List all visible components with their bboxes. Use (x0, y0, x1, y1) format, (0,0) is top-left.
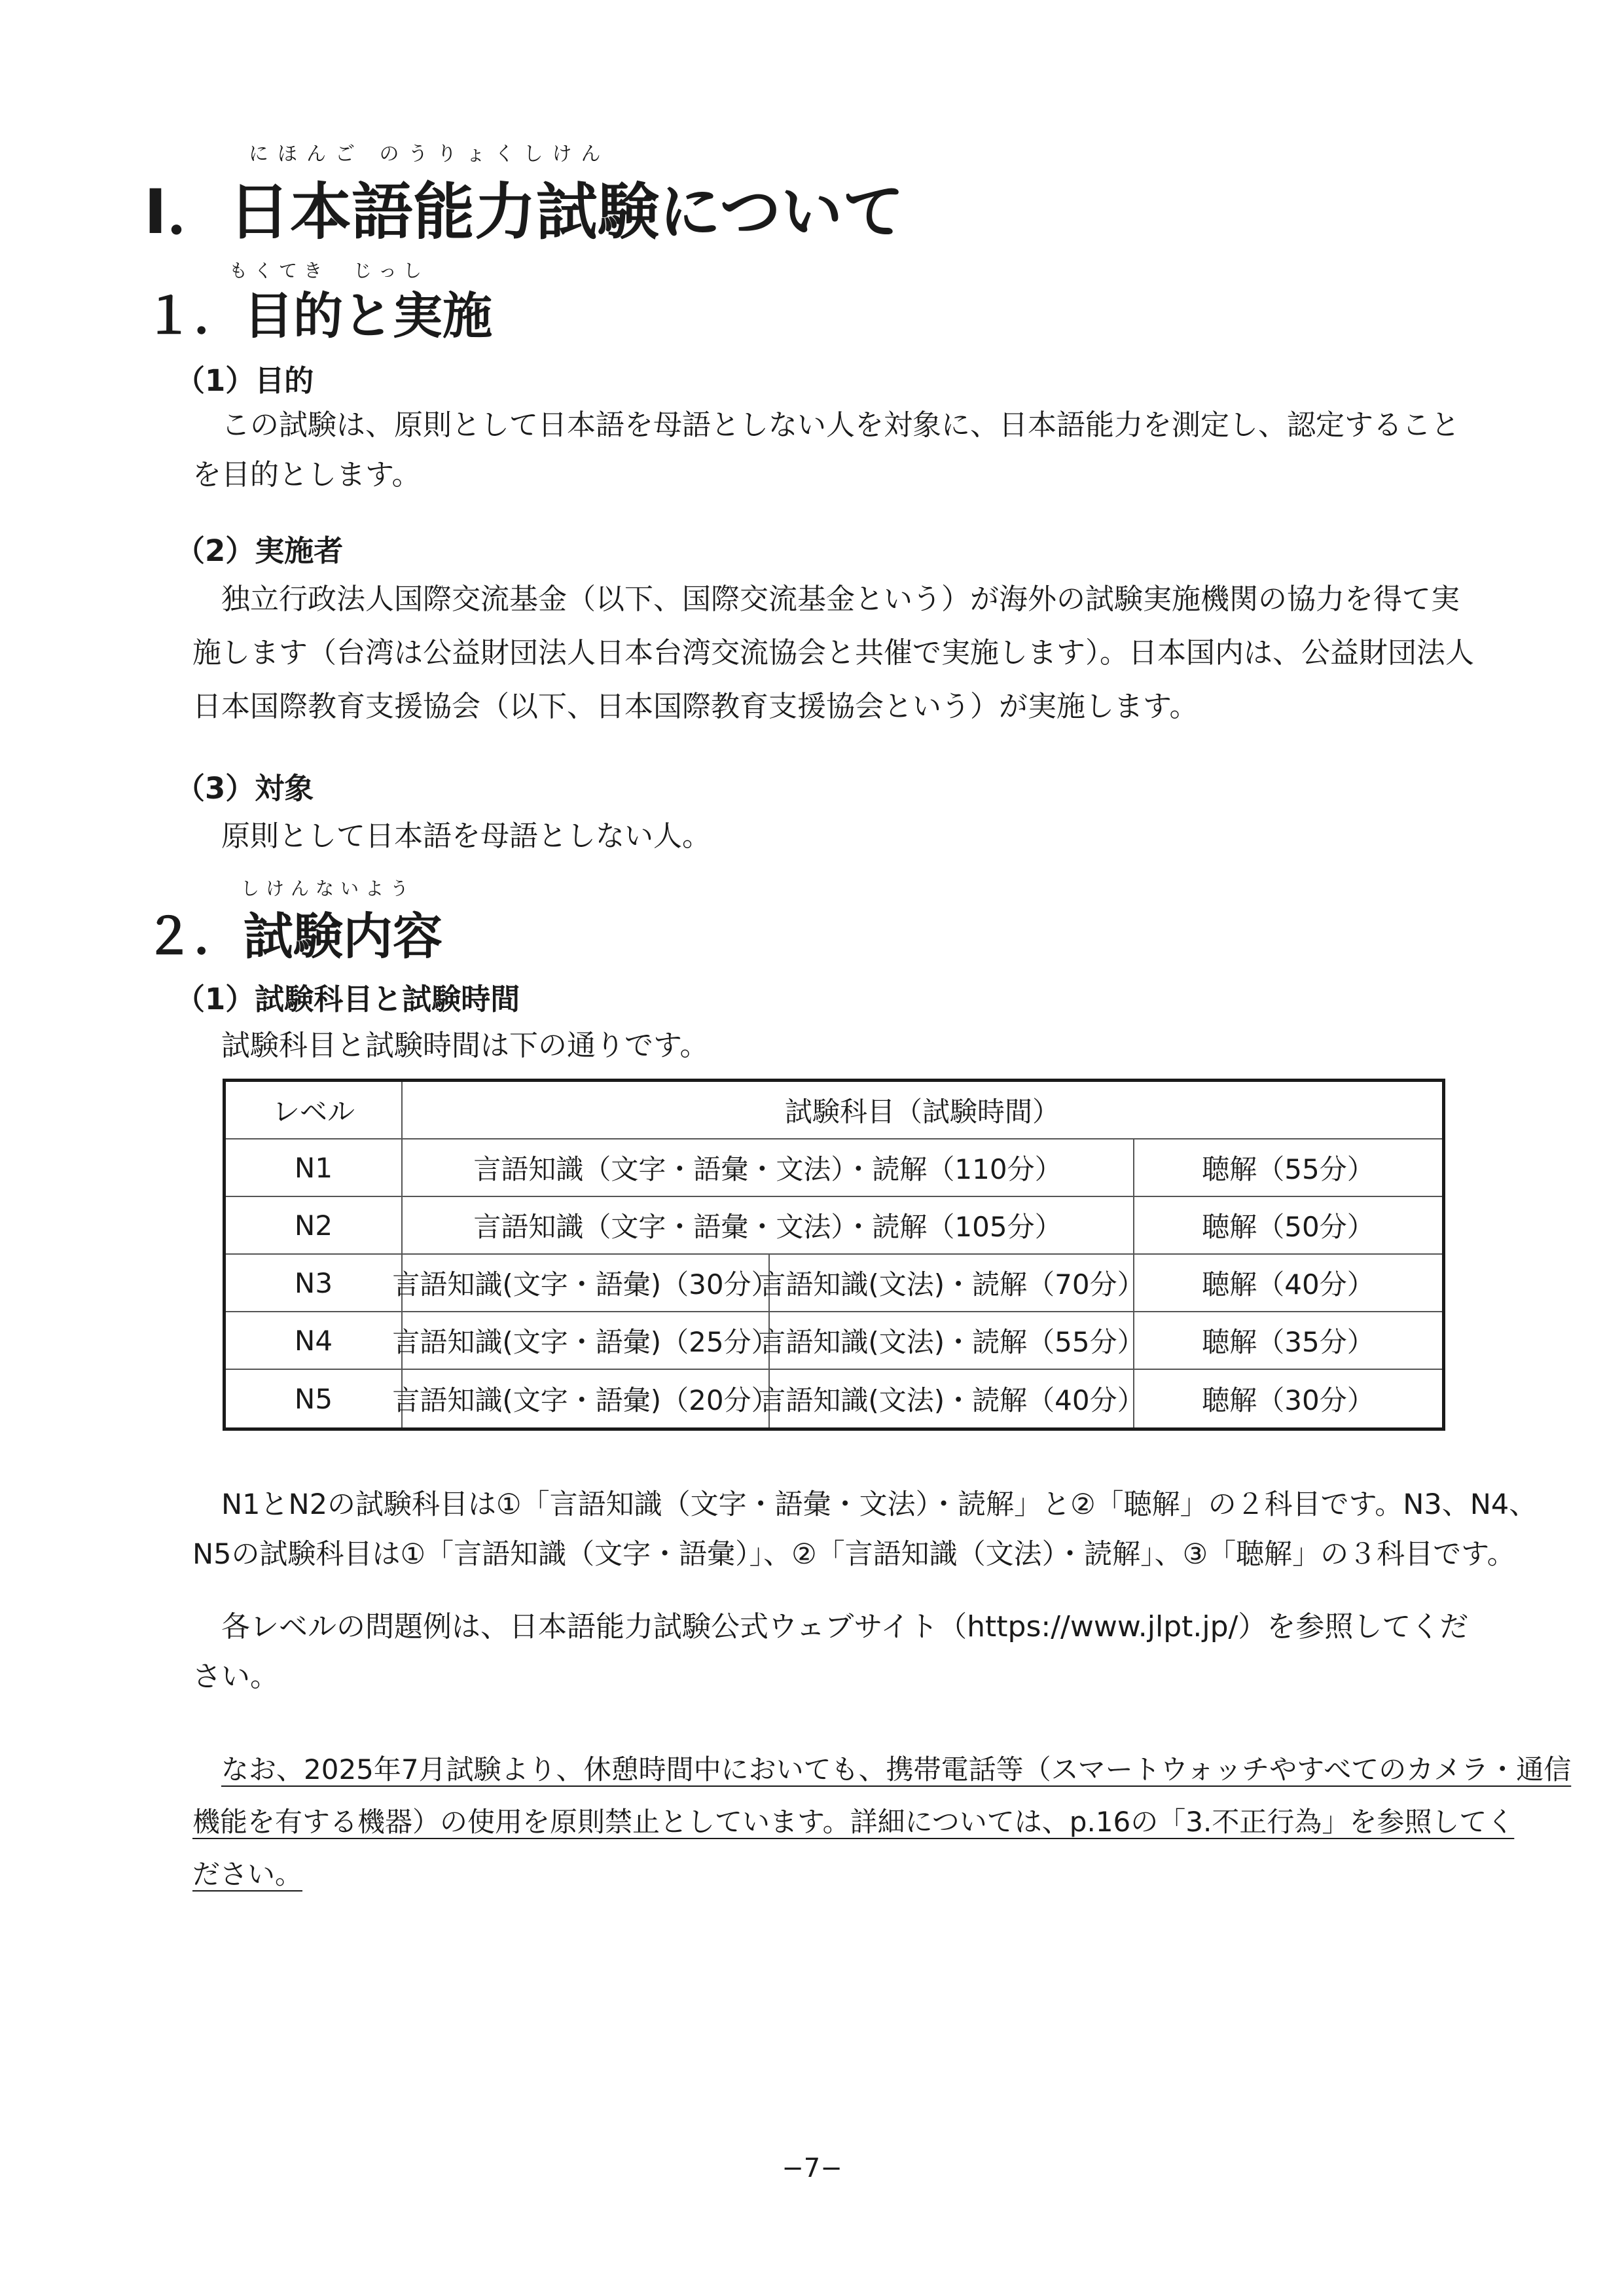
table-header-subjects: 試験科目（試験時間） (403, 1082, 1442, 1139)
note3-line3: ださい。 (192, 1858, 303, 1890)
section1-title: １．目的と実施 (144, 287, 492, 345)
sub2-body-line3: 日本国際教育支援協会（以下、日本国際教育支援協会という）が実施します。 (192, 690, 1199, 723)
table-cell-listening: 聴解（55分） (1134, 1139, 1442, 1197)
sec2-sub1-title: （1）試験科目と試験時間 (175, 982, 520, 1016)
note3-line2: 機能を有する機器）の使用を原則禁止としています。詳細については、p.16の「3.不正行為」を参照してく (192, 1806, 1515, 1838)
sec2-sub1-intro: 試験科目と試験時間は下の通りです。 (221, 1029, 709, 1062)
note1-line1: N1とN2の試験科目は①「言語知識（文字・語彙・文法）・読解」と②「聴解」の２科目です。N3、N4、 (221, 1488, 1538, 1521)
table-cell-subject-a: 言語知識（文字・語彙・文法）・読解（110分） (403, 1139, 1134, 1197)
page-number: −7− (782, 2153, 842, 2183)
table-cell-listening: 聴解（30分） (1202, 1384, 1375, 1416)
table-cell-subject-a: 言語知識（文字・語彙・文法）・読解（105分） (403, 1197, 1134, 1255)
sub1-body-line2: を目的とします。 (192, 458, 421, 492)
note3-line1: なお、2025年7月試験より、休憩時間中においても、携帯電話等（スマートウォッチやすべてのカメラ・通信 (221, 1753, 1572, 1785)
table-row-level: N2 (226, 1197, 403, 1255)
table-cell-listening: 聴解（40分） (1134, 1255, 1442, 1312)
sub1-body-line1: この試験は、原則として日本語を母語としない人を対象に、日本語能力を測定し、認定すること (221, 408, 1460, 442)
note2-line1: 各レベルの問題例は、日本語能力試験公式ウェブサイト（https://www.jlpt.jp/）を参照してくだ (221, 1610, 1469, 1643)
table-cell-subject-a: 言語知識(文字・語彙)（30分） (403, 1255, 770, 1312)
table-cell-subject-a: 言語知識(文字・語彙)（20分） (403, 1370, 770, 1427)
section2-title: ２．試験内容 (144, 907, 442, 965)
table-cell-listening: 聴解（35分） (1134, 1312, 1442, 1370)
table-cell-listening: 聴解（50分） (1134, 1197, 1442, 1255)
note1-line2: N5の試験科目は①「言語知識（文字・語彙）」、②「言語知識（文法）・読解」、③「聴解」の３科目です。 (192, 1538, 1515, 1571)
table-row-level: N4 (226, 1312, 403, 1370)
table-row-level: N1 (226, 1139, 403, 1197)
sub1-title: （1）目的 (175, 363, 314, 398)
sub2-body-line2: 施します（台湾は公益財団法人日本台湾交流協会と共催で実施します）。日本国内は、公益財団法人 (192, 636, 1474, 670)
furigana-title: にほんご のうりょくしけん (249, 143, 610, 166)
furigana-section1: もくてき じっし (229, 260, 429, 281)
sub2-body-line1: 独立行政法人国際交流基金（以下、国際交流基金という）が海外の試験実施機関の協力を得て実 (221, 583, 1460, 616)
page-title: Ⅰ．日本語能力試験について (144, 177, 905, 248)
sub2-title: （2）実施者 (175, 533, 344, 568)
table-cell-subject-b: 言語知識(文法)・読解（40分） (770, 1370, 1134, 1427)
table-header-level: レベル (226, 1082, 403, 1139)
table-row-level: N5 (226, 1370, 403, 1427)
table-cell-subject-b: 言語知識(文法)・読解（70分） (770, 1255, 1134, 1312)
exam-subjects-table (223, 1079, 1445, 1431)
furigana-section2: しけんないよう (241, 878, 416, 899)
table-row-level: N3 (226, 1255, 403, 1312)
table-cell-subject-b: 言語知識(文法)・読解（55分） (770, 1312, 1134, 1370)
sub3-title: （3）対象 (175, 771, 314, 806)
note2-line2: さい。 (192, 1660, 279, 1693)
table-cell-subject-a: 言語知識(文字・語彙)（25分） (403, 1312, 770, 1370)
sub3-body-line1: 原則として日本語を母語としない人。 (221, 819, 711, 853)
